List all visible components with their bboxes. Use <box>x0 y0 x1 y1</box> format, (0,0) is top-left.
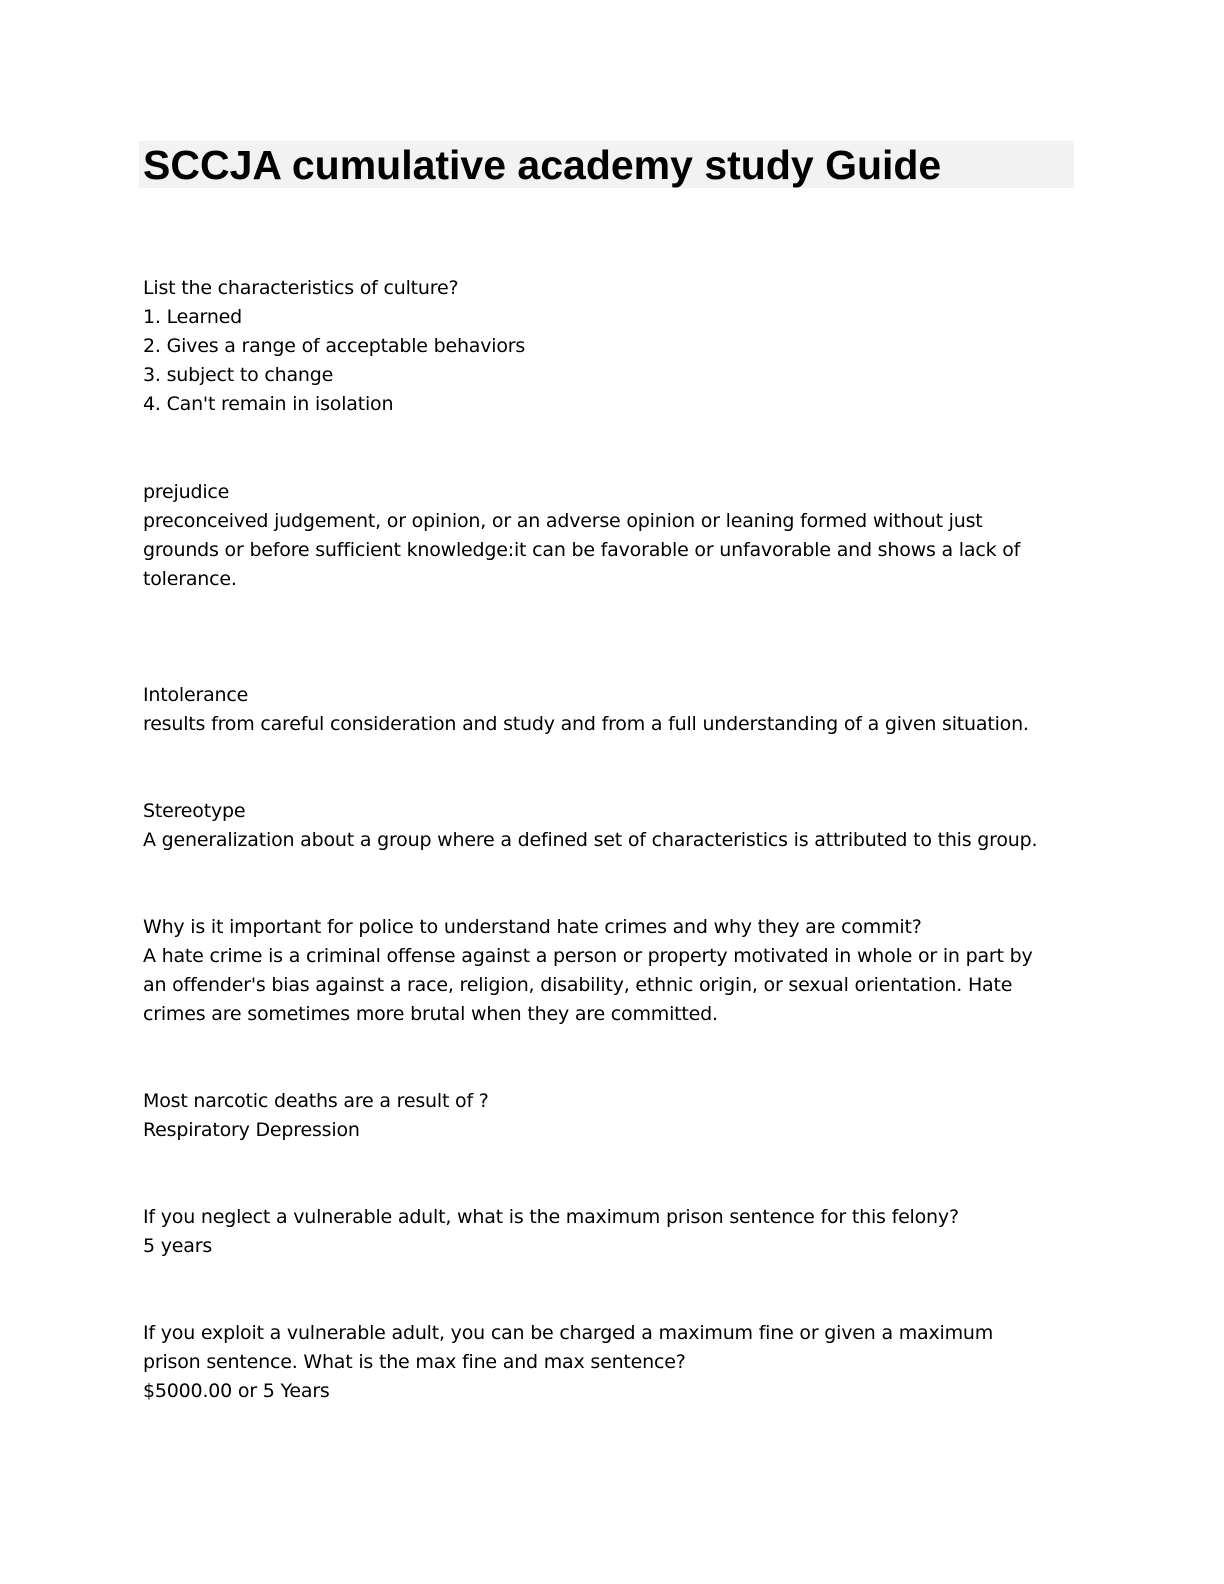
narcotic-section <box>143 1087 1078 1145</box>
exploit-question-line-2: prison sentence. What is the max fine and max sentence? <box>143 1351 686 1373</box>
neglect-question: If you neglect a vulnerable adult, what is the maximum prison sentence for this felony? <box>143 1206 959 1228</box>
intolerance-section <box>143 681 1078 739</box>
stereotype-section <box>143 797 1078 855</box>
intolerance-term: Intolerance <box>143 684 249 706</box>
prejudice-definition-line-2: grounds or before sufficient knowledge:it can be favorable or unfavorable and shows a lack of <box>143 539 1021 561</box>
neglect-answer: 5 years <box>143 1235 213 1257</box>
culture-answer-4: 4. Can't remain in isolation <box>143 393 394 415</box>
page-title: SCCJA cumulative academy study Guide <box>143 142 942 188</box>
culture-question: List the characteristics of culture? <box>143 277 459 299</box>
neglect-section <box>143 1203 1078 1261</box>
hate-crimes-answer-line-3: crimes are sometimes more brutal when they are committed. <box>143 1003 718 1025</box>
exploit-answer: $5000.00 or 5 Years <box>143 1380 330 1402</box>
narcotic-answer: Respiratory Depression <box>143 1119 360 1141</box>
stereotype-definition: A generalization about a group where a defined set of characteristics is attributed to this group. <box>143 829 1038 851</box>
narcotic-question: Most narcotic deaths are a result of ? <box>143 1090 489 1112</box>
prejudice-definition-line-3: tolerance. <box>143 568 237 590</box>
exploit-question-line-1: If you exploit a vulnerable adult, you can be charged a maximum fine or given a maximum <box>143 1322 994 1344</box>
culture-answer-2: 2. Gives a range of acceptable behaviors <box>143 335 526 357</box>
culture-answer-3: 3. subject to change <box>143 364 334 386</box>
stereotype-term: Stereotype <box>143 800 246 822</box>
hate-crimes-answer-line-1: A hate crime is a criminal offense against a person or property motivated in whole or in part by <box>143 945 1033 967</box>
prejudice-term: prejudice <box>143 481 230 503</box>
exploit-section <box>143 1319 1078 1406</box>
prejudice-definition-line-1: preconceived judgement, or opinion, or an adverse opinion or leaning formed without just <box>143 510 983 532</box>
intolerance-definition: results from careful consideration and study and from a full understanding of a given situation. <box>143 713 1029 735</box>
hate-crimes-answer-line-2: an offender's bias against a race, religion, disability, ethnic origin, or sexual orientation. Hate <box>143 974 1013 996</box>
culture-section <box>143 274 1078 419</box>
culture-answer-1: 1. Learned <box>143 306 243 328</box>
hate-crimes-section <box>143 913 1078 1029</box>
hate-crimes-question: Why is it important for police to understand hate crimes and why they are commit? <box>143 916 922 938</box>
prejudice-section <box>143 478 1078 594</box>
